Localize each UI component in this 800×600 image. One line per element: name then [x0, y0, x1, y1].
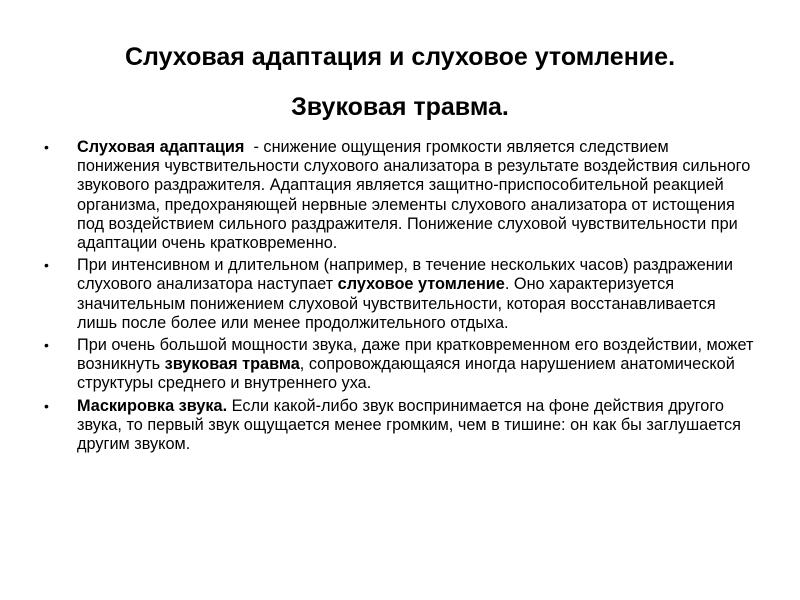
- slide-title: [0, 32, 800, 132]
- bullet-item-trauma: [44, 336, 754, 394]
- bullet-item-adaptation: [44, 138, 754, 253]
- bullet-icon: •: [44, 139, 49, 155]
- bullet-list: [44, 138, 754, 457]
- fatigue-text-after: . Оно характеризуется значительным понижением слуховой чувствительности, которая восстанавливается лишь после более или менее продолжительного отдыха.: [77, 275, 716, 332]
- title-line-2: Звуковая травма.: [291, 93, 509, 121]
- bullet-icon: •: [44, 257, 49, 274]
- trauma-text-after: , сопровождающаяся иногда нарушением анатомической структуры среднего и внутреннего уха.: [77, 355, 735, 393]
- term-sound-masking: Маскировка звука.: [77, 396, 228, 415]
- title-line-1: Слуховая адаптация и слуховое утомление.: [124, 43, 676, 71]
- masking-text: Если какой-либо звук воспринимается на фоне действия другого звука, то первый звук ощущается менее громким, чем в тишине: он как бы заглушается другим звуком.: [77, 396, 741, 454]
- term-sound-trauma: звуковая травма: [164, 355, 300, 374]
- trauma-text-before: При очень большой мощности звука, даже при кратковременном его воздействии, может возникнуть: [77, 336, 754, 374]
- bullet-item-masking: [44, 397, 754, 455]
- term-auditory-adaptation: Слуховая адаптация: [77, 138, 245, 156]
- bullet-item-fatigue: [44, 256, 754, 333]
- fatigue-text-before: При интенсивном и длительном (например, в течение нескольких часов) раздражении слухового анализатора наступает: [77, 256, 733, 294]
- bullet-icon: •: [44, 397, 49, 414]
- term-auditory-fatigue: слуховое утомление: [337, 275, 505, 294]
- adaptation-text: - снижение ощущения громкости является следствием понижения чувствительности слухового анализатора в результате воздействия сильного звукового раздражителя. Адаптация является защитно-приспособительной реакцией организма, предохраняющей нервные элементы слухового анализатора от истощения под воздействием сильного раздражителя. Понижение слуховой чувствительности при адаптации очень кратковременно.: [77, 138, 755, 253]
- bullet-icon: •: [44, 337, 49, 354]
